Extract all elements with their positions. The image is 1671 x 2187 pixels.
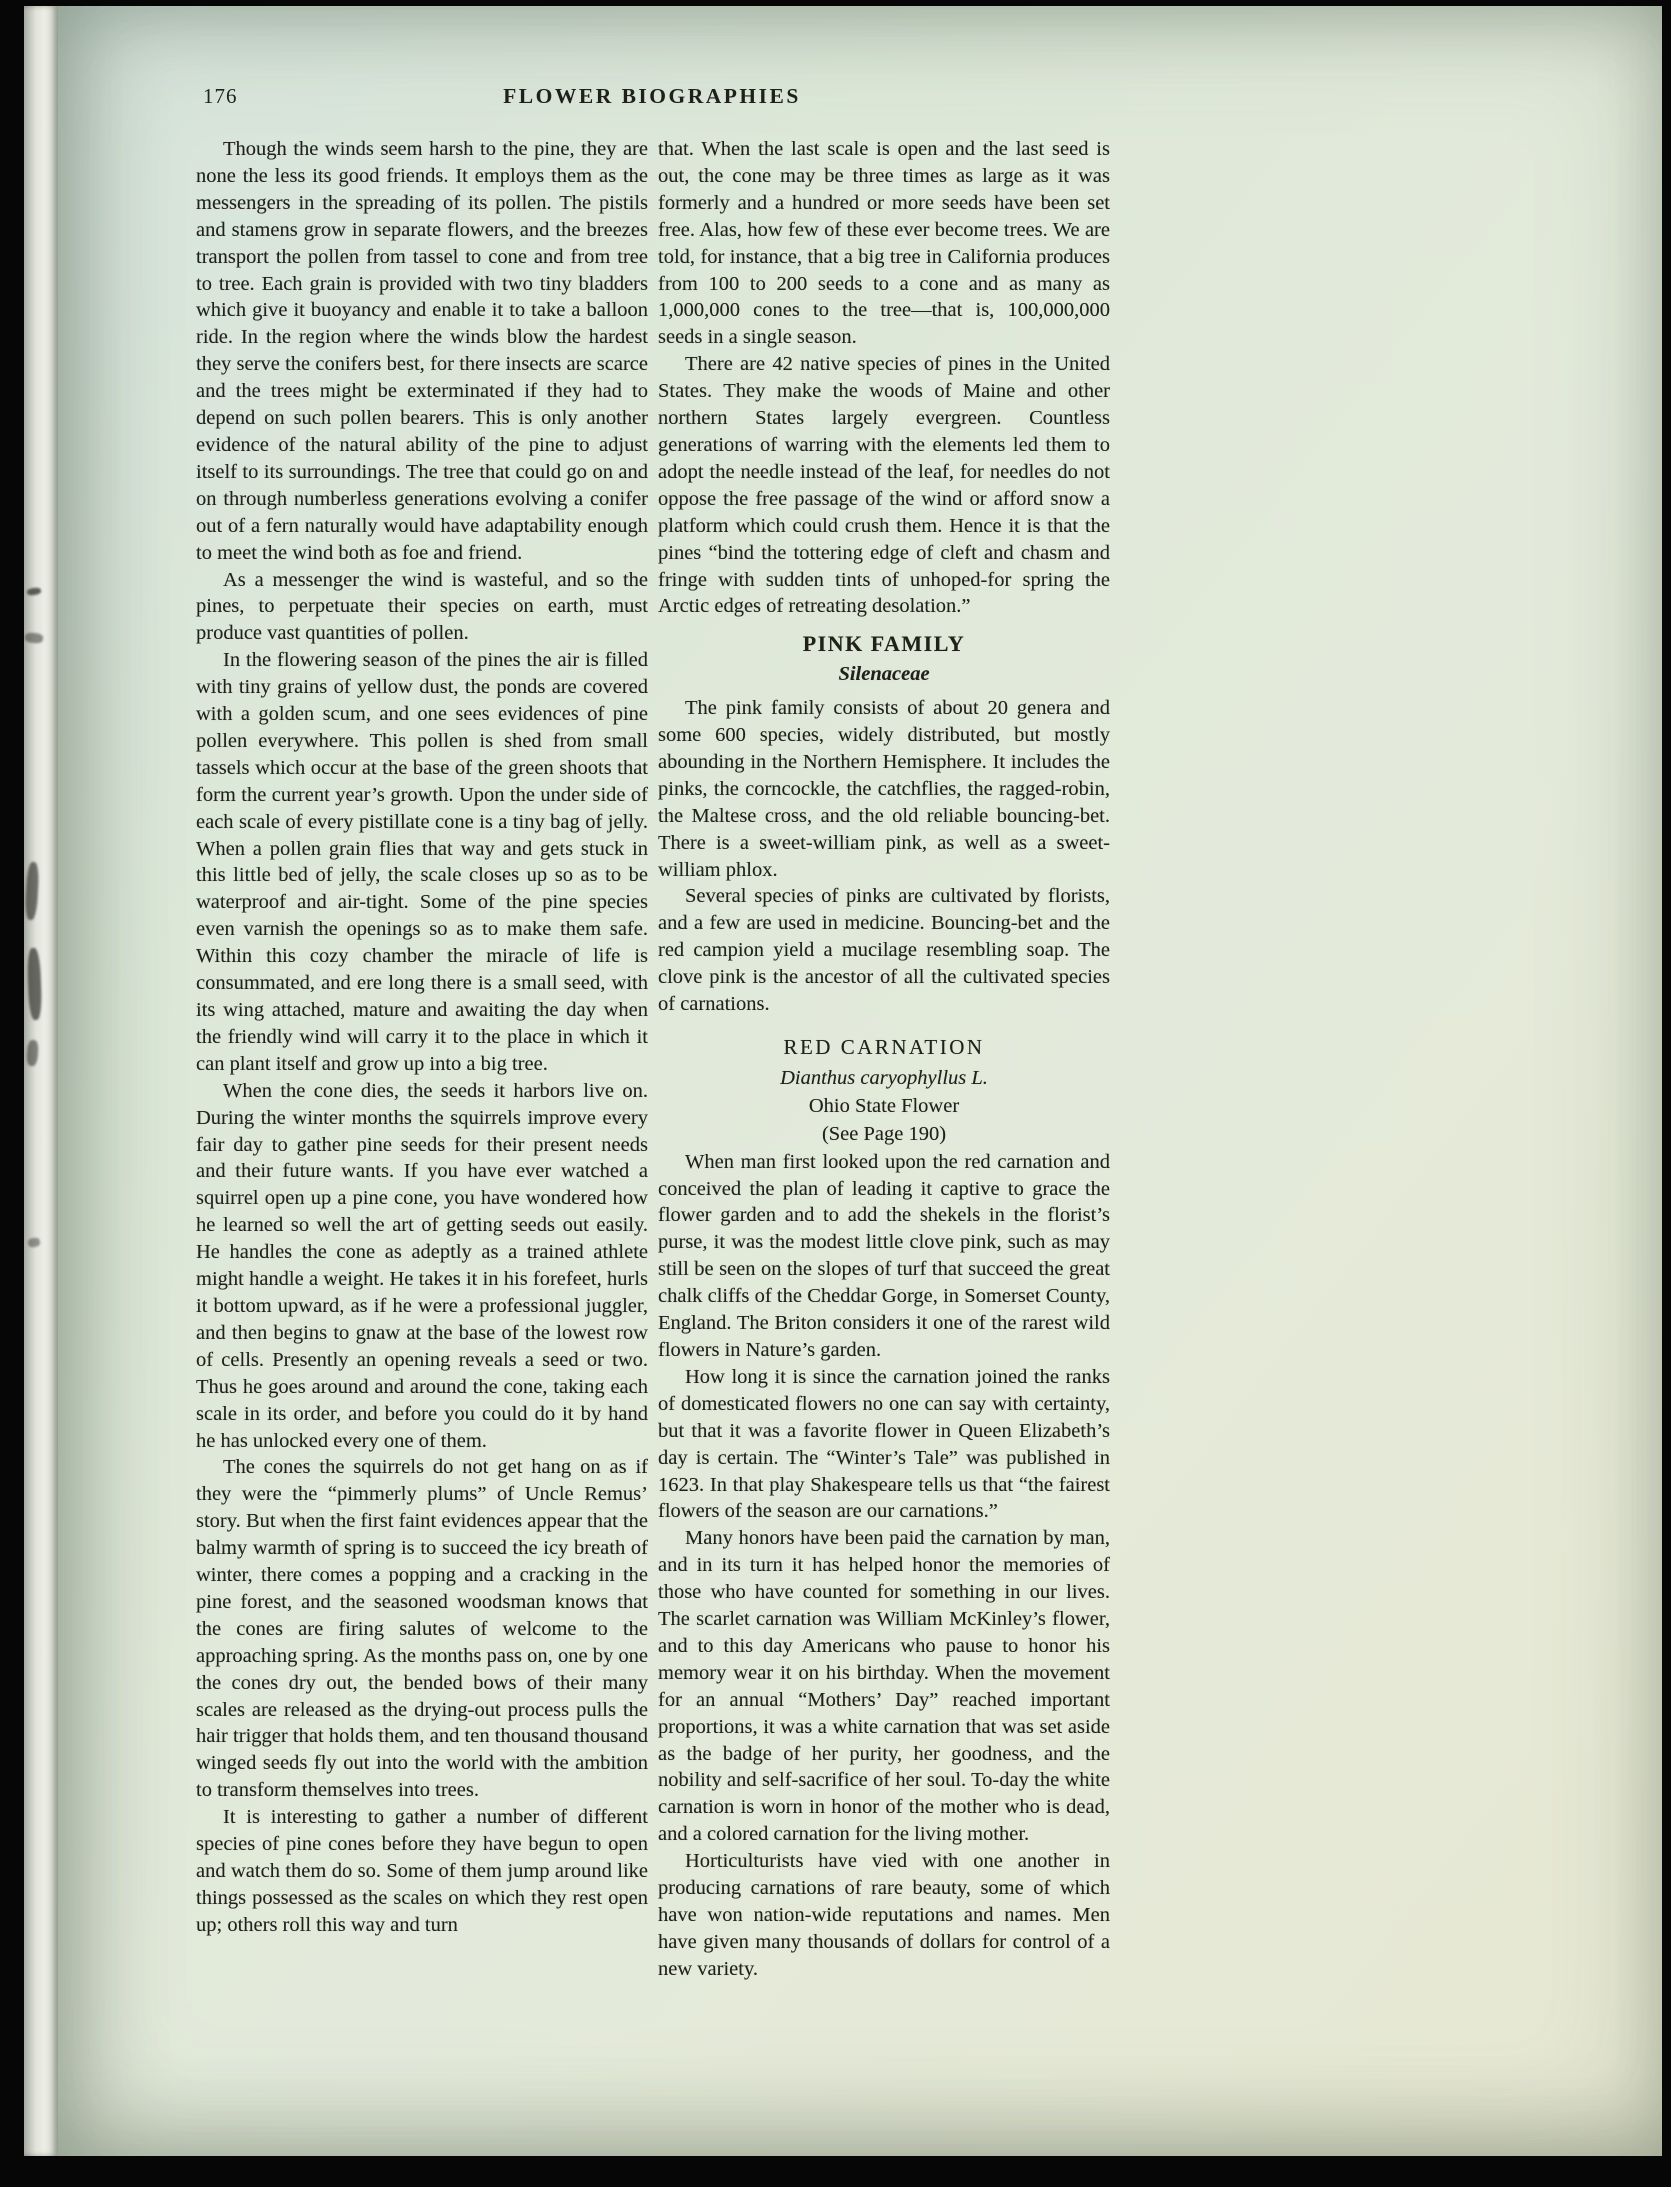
subheading-line: (See Page 190) (821, 1122, 947, 1145)
body-paragraph: There are 42 native species of pines in the United States. They make the woods of Maine and other northern States largely evergreen. Countless generations of warring with the elements led them to adopt the needle instead of the leaf, for needles do not oppose the free passage of the wind or afford snow a platform which could crush them. Hence it is that the pines “bind the tottering edge of cleft and chasm and fringe with sudden tints of unhoped-for spring the Arctic edges of retreating desolation.” (658, 353, 1110, 618)
body-paragraph: As a messenger the wind is wasteful, and so the pines, to perpetuate their species on earth, must produce vast quantities of pollen. (196, 568, 648, 645)
book-page-edge (24, 6, 58, 2156)
running-header: FLOWER BIOGRAPHIES (503, 84, 801, 108)
body-paragraph: It is interesting to gather a number of different species of pine cones before they have begun to open and watch them do so. Some of them jump around like things possessed as the scales on which they rest open up; others roll this way and turn (196, 1806, 648, 1936)
body-paragraph: that. When the last scale is open and the last seed is out, the cone may be three times as large as it was formerly and a hundred or more seeds have been set free. Alas, how few of these ever become trees. We are told, for instance, that a big tree in California produces from 100 to 200 seeds to a cone and as many as 1,000,000 cones to the tree—that is, 100,000,000 seeds in a single season. (658, 138, 1110, 349)
section-heading: RED CARNATION (783, 1035, 985, 1059)
species-latin-name: Dianthus caryophyllus L. (780, 1066, 988, 1089)
body-paragraph: In the flowering season of the pines the air is filled with tiny grains of yellow dust, the ponds are covered with a golden scum, and one sees evidences of pine pollen everywhere. This pollen is shed from small tassels which occur at the base of the green shoots that form the current year’s growth. Upon the under side of each scale of every pistillate cone is a tiny bag of jelly. When a pollen grain flies that way and gets stuck in this little bed of jelly, the scale closes up so as to be waterproof and air-tight. Some of the pine species even varnish the openings so as to make them safe. Within this cozy chamber the miracle of life is consummated, and ere long there is a small seed, with its wing attached, mature and awaiting the day when the friendly wind will carry it to the place in which it can plant itself and grow up into a big tree. (196, 649, 648, 1075)
body-paragraph: How long it is since the carnation joined the ranks of domesticated flowers no one can say with certainty, but that it was a favorite flower in Queen Elizabeth’s day is certain. The “Winter’s Tale” was published in 1623. In that play Shakespeare tells us that “the fairest flowers of the season are our carnations.” (658, 1365, 1110, 1523)
family-latin-name: Silenaceae (838, 663, 930, 686)
left-text-column (196, 136, 648, 1939)
body-paragraph: Several species of pinks are cultivated by florists, and a few are used in medicine. Bouncing-bet and the red campion yield a mucilage resembling soap. The clove pink is the ancestor of all the cultivated species of carnations. (658, 885, 1110, 1016)
body-paragraph: Horticulturists have vied with one another in producing carnations of rare beauty, some of which have won nation-wide reputations and names. Men have given many thousands of dollars for control of a new variety. (658, 1850, 1110, 1980)
body-paragraph: Many honors have been paid the carnation by man, and in its turn it has helped honor the memories of those who have counted for something in our lives. The scarlet carnation was William McKinley’s flower, and to this day Americans who pause to honor his memory wear it on his birthday. When the movement for an annual “Mothers’ Day” reached important proportions, it was a white carnation that was set aside as the badge of her purity, her goodness, and the nobility and self-sacrifice of her soul. To-day the white carnation is worn in honor of the mother who is dead, and a colored carnation for the living mother. (658, 1527, 1110, 1846)
body-paragraph: When man first looked upon the red carnation and conceived the plan of leading it captive to grace the flower garden and to add the shekels in the florist’s purse, it was the modest little clove pink, such as may still be seen on the slopes of turf that succeed the great chalk cliffs of the Cheddar Gorge, in Somerset County, England. The Briton considers it one of the rarest wild flowers in Nature’s garden. (658, 1150, 1110, 1361)
page-number: 176 (203, 84, 238, 108)
subheading-line: Ohio State Flower (808, 1094, 960, 1117)
body-paragraph: The pink family consists of about 20 genera and some 600 species, widely distributed, but mostly abounding in the Northern Hemisphere. It includes the pinks, the corncockle, the catchflies, the ragged-robin, the Maltese cross, and the old reliable bouncing-bet. There is a sweet-william pink, as well as a sweet-william phlox. (658, 697, 1110, 881)
body-paragraph: The cones the squirrels do not get hang on as if they were the “pimmerly plums” of Uncle Remus’ story. But when the first faint evidences appear that the balmy warmth of spring is to succeed the icy breath of winter, there comes a popping and a cracking in the pine forest, and the seasoned woodsman knows that the cones are firing salutes of welcome to the approaching spring. As the months pass on, one by one the cones dry out, the bended bows of their many scales are released as the drying-out process pulls the hair trigger that holds them, and ten thousand thousand winged seeds fly out into the world with the ambition to transform themselves into trees. (196, 1456, 648, 1802)
section-heading: PINK FAMILY (802, 631, 966, 657)
pencil-smudge (25, 632, 44, 644)
body-paragraph: Though the winds seem harsh to the pine, they are none the less its good friends. It employs them as the messengers in the spreading of its pollen. The pistils and stamens grow in separate flowers, and the breezes transport the pollen from tassel to cone and from tree to tree. Each grain is provided with two tiny bladders which give it buoyancy and enable it to take a balloon ride. In the region where the winds blow the hardest they serve the conifers best, for there insects are scarce and the trees might be exterminated if they had to depend on such pollen bearers. This is only another evidence of the natural ability of the pine to adjust itself to its surroundings. The tree that could go on and on through numberless generations evolving a conifer out of a fern naturally would have adaptability enough to meet the wind both as foe and friend. (196, 138, 648, 564)
body-paragraph: When the cone dies, the seeds it harbors live on. During the winter months the squirrels improve every fair day to gather pine seeds for their present needs and their future wants. If you have ever watched a squirrel open up a pine cone, you have wondered how he learned so well the art of getting seeds out easily. He handles the cone as adeptly as a trained athlete might handle a weight. He takes it in his forefeet, hurls it bottom upward, as if he were a professional juggler, and then begins to gnaw at the base of the lowest row of cells. Presently an opening reveals a seed or two. Thus he goes around and around the cone, taking each scale in its order, and before you could do it by hand he has unlocked every one of them. (196, 1079, 648, 1452)
right-text-column (658, 136, 1110, 1983)
